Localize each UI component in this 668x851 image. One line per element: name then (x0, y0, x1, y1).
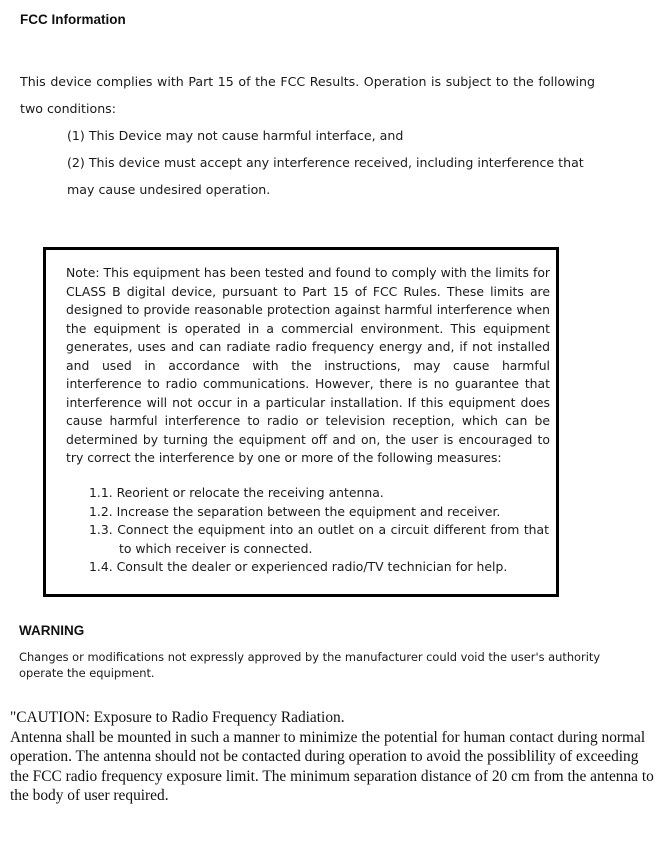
measure-item: 1.4. Consult the dealer or experienced radio/TV technician for help. (89, 559, 508, 574)
warning-text: Changes or modifications not expressly approved by the manufacturer could void the user's authority operate the equipment. (19, 650, 601, 680)
warning-title: WARNING (19, 623, 85, 638)
measure-item: 1.3. Connect the equipment into an outlet on a circuit different from that to which receiver is connected. (89, 522, 549, 556)
note-text: Note: This equipment has been tested and found to comply with the limits for CLASS B digital device, pursuant to Part 15 of FCC Rules. These limits are designed to provide reasonable protection against harmful interference when the equipment is operated in a commercial environment. This equipment generates, uses and can radiate radio frequency energy and, if not installed and used in accordance with the instructions, may cause harmful interference to radio communications. However, there is no guarantee that interference will not occur in a particular installation. If this equipment does cause harmful interference to radio or television reception, which can be determined by turning the equipment off and on, the user is encouraged to try correct the interference by one or more of the following measures: (66, 265, 550, 465)
caution-text: Antenna shall be mounted in such a manner to minimize the potential for human contact during normal operation. The antenna should not be contacted during operation to avoid the possiblility of exceeding the FCC radio frequency exposure limit. The minimum separation distance of 20 cm from the antenna to the body of user required. (10, 728, 654, 805)
fcc-intro: This device complies with Part 15 of the FCC Results. Operation is subject to the following two conditions: (20, 74, 595, 116)
measure-item: 1.2. Increase the separation between the equipment and receiver. (89, 504, 501, 519)
fcc-title: FCC Information (20, 12, 126, 27)
caution-heading: "CAUTION: Exposure to Radio Frequency Radiation. (10, 709, 345, 726)
caution-section (10, 708, 660, 806)
measure-item: 1.1. Reorient or relocate the receiving antenna. (89, 485, 384, 500)
fcc-condition-2: (2) This device must accept any interference received, including interference that may cause undesired operation. (67, 155, 584, 197)
fcc-condition-1: (1) This Device may not cause harmful interface, and (67, 128, 404, 143)
